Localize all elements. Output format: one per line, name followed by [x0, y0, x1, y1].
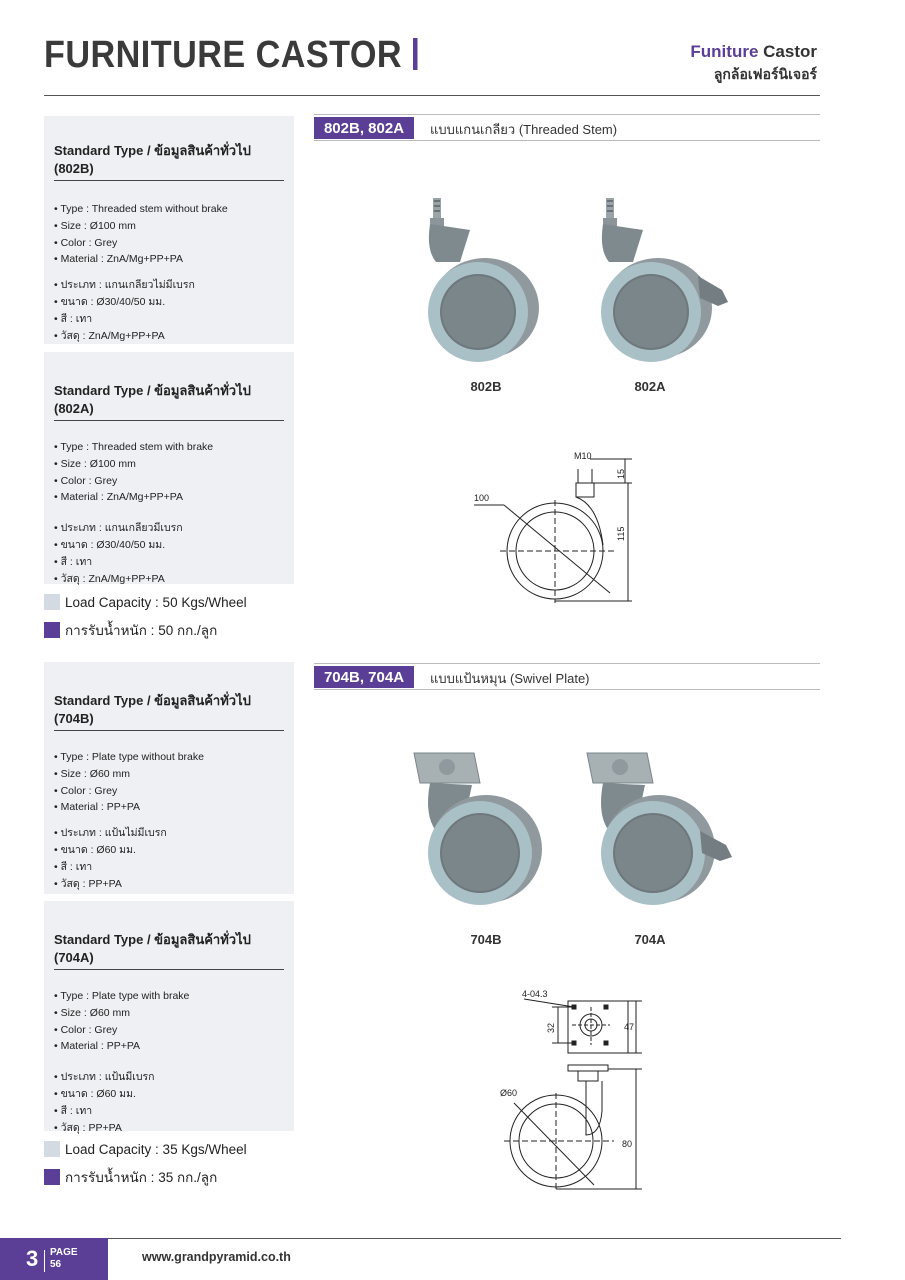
- spec-item: • Size : Ø60 mm: [54, 766, 284, 783]
- dimension-drawing-802: [460, 445, 660, 615]
- spec-list-th: [54, 1069, 284, 1136]
- spec-item: • ประเภท : แป้นไม่มีเบรก: [54, 825, 284, 842]
- load-capacity-th: การรับน้ำหนัก : 35 กก./ลูก: [44, 1166, 217, 1188]
- load-capacity-en: Load Capacity : 50 Kgs/Wheel: [44, 594, 247, 610]
- spec-item: • ประเภท : แกนเกลียวมีเบรก: [54, 520, 284, 537]
- castor-704b-image: [414, 753, 542, 905]
- swatch-grey: [44, 594, 60, 610]
- spec-list-en: [54, 988, 284, 1055]
- castor-802a-image: [601, 198, 728, 362]
- product-label-802a: 802A: [634, 379, 666, 394]
- spec-item: • Material : ZnA/Mg+PP+PA: [54, 489, 284, 506]
- spec-item: • Type : Threaded stem with brake: [54, 439, 284, 456]
- website-link[interactable]: www.grandpyramid.co.th: [142, 1250, 291, 1264]
- spec-item: • สี : เทา: [54, 1103, 284, 1120]
- swatch-grey: [44, 1141, 60, 1157]
- dim-plate-outer-label: 47: [624, 1022, 635, 1032]
- header-divider: [44, 95, 820, 96]
- spec-list-en: [54, 749, 284, 816]
- spec-item: • สี : เทา: [54, 554, 284, 571]
- dim-holes-label: 4-04.3: [522, 989, 548, 999]
- spec-item: • Material : ZnA/Mg+PP+PA: [54, 251, 284, 268]
- spec-item: • สี : เทา: [54, 859, 284, 876]
- spec-item: • Color : Grey: [54, 235, 284, 252]
- page-number-box: [0, 1238, 108, 1280]
- spec-heading: Standard Type / ข้อมูลสินค้าทั่วไป (802A): [54, 380, 284, 421]
- section-rule: [314, 689, 820, 690]
- spec-item: • Type : Threaded stem without brake: [54, 201, 284, 218]
- spec-list-th: [54, 277, 284, 344]
- spec-item: • ขนาด : Ø60 มม.: [54, 842, 284, 859]
- spec-box-802b: [44, 116, 294, 344]
- section-rule: [314, 114, 820, 115]
- dim-plate-inner-label: 32: [546, 1022, 556, 1033]
- spec-item: • ขนาด : Ø60 มม.: [54, 1086, 284, 1103]
- spec-item: • สี : เทา: [54, 311, 284, 328]
- spec-item: • Type : Plate type without brake: [54, 749, 284, 766]
- spec-item: • Color : Grey: [54, 783, 284, 800]
- spec-item: • ประเภท : แป้นมีเบรก: [54, 1069, 284, 1086]
- dim-total-height-label: 115: [616, 526, 626, 541]
- dim-stem-label: M10: [574, 451, 592, 461]
- product-label-802b: 802B: [470, 379, 502, 394]
- product-label-704b: 704B: [470, 932, 502, 947]
- spec-item: • Material : PP+PA: [54, 799, 284, 816]
- swatch-purple: [44, 622, 60, 638]
- dim-diameter-label: 100: [474, 493, 490, 503]
- castor-704a-image: [587, 753, 732, 905]
- spec-item: • Size : Ø100 mm: [54, 456, 284, 473]
- spec-list-th: [54, 520, 284, 587]
- dim-total-height-label: 80: [622, 1139, 633, 1149]
- page-label: PAGE 56: [50, 1247, 78, 1270]
- spec-box-704b: [44, 662, 294, 894]
- footer-divider: [44, 1238, 841, 1239]
- spec-item: • Size : Ø100 mm: [54, 218, 284, 235]
- castor-802b-image: [428, 198, 539, 362]
- spec-list-en: [54, 201, 284, 268]
- section-tag-802: 802B, 802A: [314, 117, 414, 139]
- spec-item: • Size : Ø60 mm: [54, 1005, 284, 1022]
- spec-list-th: [54, 825, 284, 892]
- dimension-drawing-704: [490, 985, 660, 1200]
- page-number: 3: [26, 1246, 39, 1271]
- spec-item: • วัสดุ : PP+PA: [54, 876, 284, 893]
- product-photos-802: [400, 190, 760, 370]
- brand-word-1: Funiture: [690, 42, 759, 61]
- product-label-704a: 704A: [634, 932, 666, 947]
- spec-item: • Type : Plate type with brake: [54, 988, 284, 1005]
- title-accent-bar: [413, 38, 418, 70]
- swatch-purple: [44, 1169, 60, 1185]
- spec-item: • Material : PP+PA: [54, 1038, 284, 1055]
- spec-box-802a: [44, 352, 294, 584]
- dim-stem-height-label: 15: [616, 468, 626, 479]
- dim-diameter-label: Ø60: [500, 1088, 518, 1098]
- brand-thai: ลูกล้อเฟอร์นิเจอร์: [713, 66, 817, 82]
- section-rule: [314, 663, 820, 664]
- section-tag-704: 704B, 704A: [314, 666, 414, 688]
- product-photos-704: [400, 745, 760, 925]
- spec-item: • Color : Grey: [54, 473, 284, 490]
- spec-item: • วัสดุ : ZnA/Mg+PP+PA: [54, 571, 284, 588]
- spec-list-en: [54, 439, 284, 506]
- load-capacity-th: การรับน้ำหนัก : 50 กก./ลูก: [44, 619, 217, 641]
- spec-item: • ประเภท : แกนเกลียวไม่มีเบรก: [54, 277, 284, 294]
- spec-heading: Standard Type / ข้อมูลสินค้าทั่วไป (802B): [54, 140, 284, 181]
- spec-item: • วัสดุ : ZnA/Mg+PP+PA: [54, 328, 284, 345]
- load-capacity-en: Load Capacity : 35 Kgs/Wheel: [44, 1141, 247, 1157]
- brand-block: [690, 42, 817, 86]
- brand-word-2: Castor: [763, 42, 817, 61]
- spec-item: • ขนาด : Ø30/40/50 มม.: [54, 537, 284, 554]
- spec-heading: Standard Type / ข้อมูลสินค้าทั่วไป (704B): [54, 690, 284, 731]
- spec-item: • วัสดุ : PP+PA: [54, 1120, 284, 1137]
- section-rule: [314, 140, 820, 141]
- spec-item: • Color : Grey: [54, 1022, 284, 1039]
- spec-box-704a: [44, 901, 294, 1134]
- spec-item: • ขนาด : Ø30/40/50 มม.: [54, 294, 284, 311]
- page-title: FURNITURE CASTOR: [44, 34, 417, 77]
- spec-heading: Standard Type / ข้อมูลสินค้าทั่วไป (704A): [54, 929, 284, 970]
- section-desc-704: แบบแป้นหมุน (Swivel Plate): [430, 671, 590, 686]
- page-divider: [44, 1250, 45, 1272]
- section-desc-802: แบบแกนเกลียว (Threaded Stem): [430, 122, 618, 137]
